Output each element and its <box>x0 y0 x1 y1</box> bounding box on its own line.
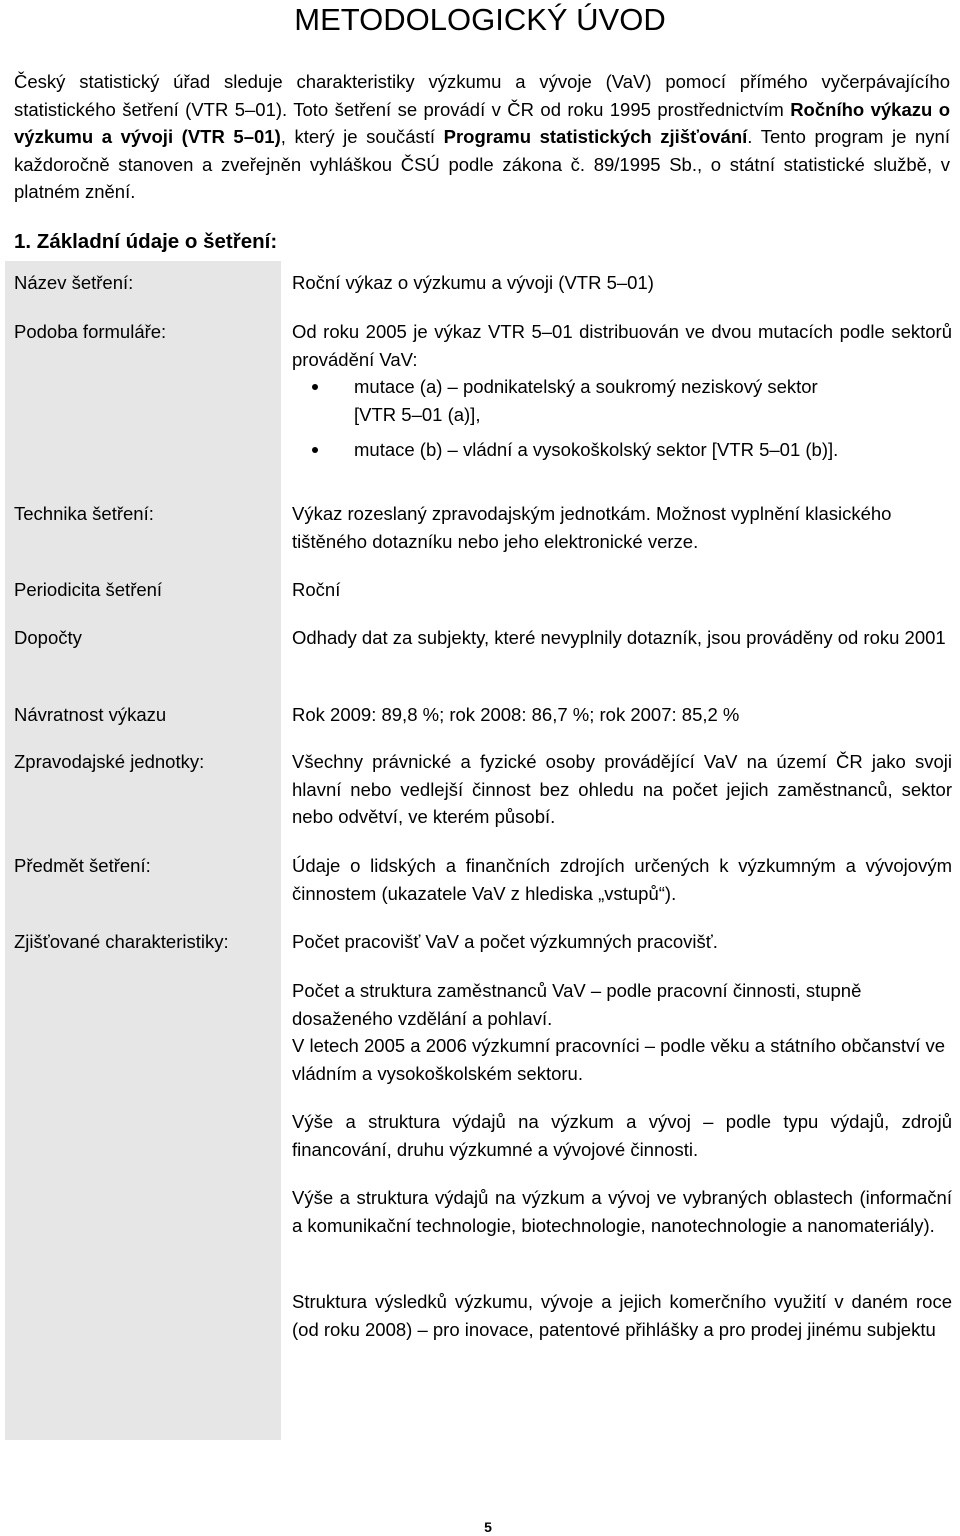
section-heading: 1. Základní údaje o šetření: <box>14 230 278 253</box>
page-title: METODOLOGICKÝ ÚVOD <box>294 2 666 37</box>
label-technique: Technika šetření: <box>14 503 154 524</box>
intro-bold-report: Ročního výkazu o výzkumu a vývoji (VTR 5–01) <box>14 98 950 148</box>
characteristic-researchers-text: V letech 2005 a 2006 výzkumní pracovníci – podle věku a státního občanství ve vládním a vysokoškolském sektoru. <box>292 1035 946 1084</box>
value-reporting-units: Všechny právnické a fyzické osoby provádějící VaV na území ČR jako svoji hlavní nebo vedlejší činnost bez ohledu na počet jejich zaměstnanců, sektor nebo odvětví, ve kterém působí. <box>292 751 952 828</box>
characteristic-expenditure-areas: Výše a struktura výdajů na výzkum a vývoj ve vybraných oblastech (informační a komunikační technologie, biotechnologie, nanotechnologie a nanomateriály). <box>292 1187 952 1236</box>
value-response-rate: Rok 2009: 89,8 %; rok 2008: 86,7 %; rok 2007: 85,2 % <box>292 704 740 725</box>
list-item <box>292 373 952 428</box>
value-form-type <box>292 318 952 464</box>
bullet-icon <box>312 384 318 390</box>
label-column-background <box>5 261 281 1440</box>
value-periodicity: Roční <box>292 579 341 600</box>
label-form-type: Podoba formuláře: <box>14 321 167 342</box>
variant-a-line2: [VTR 5–01 (a)], <box>354 403 481 425</box>
label-subject: Předmět šetření: <box>14 855 151 876</box>
characteristic-employees <box>292 977 952 1087</box>
variant-b: mutace (b) – vládní a vysokoškolský sektor [VTR 5–01 (b)]. <box>354 439 839 461</box>
characteristic-results: Struktura výsledků výzkumu, vývoje a jejich komerčního využití v daném roce (od roku 2008) – pro inovace, patentové přihlášky a pro prodej jinému subjektu <box>292 1291 952 1340</box>
label-imputation: Dopočty <box>14 627 82 648</box>
variant-a-line1: mutace (a) – podnikatelský a soukromý neziskový sektor <box>354 376 818 398</box>
value-survey-name: Roční výkaz o výzkumu a vývoji (VTR 5–01) <box>292 272 654 293</box>
label-response-rate: Návratnost výkazu <box>14 704 167 725</box>
characteristic-employees-text: Počet a struktura zaměstnanců VaV – podle pracovní činnosti, stupně dosaženého vzdělání a pohlaví. <box>292 980 862 1029</box>
value-subject: Údaje o lidských a finančních zdrojích určených k výzkumným a vývojovým činnostem (ukazatele VaV z hlediska „vstupů“). <box>292 855 952 904</box>
label-characteristics: Zjišťované charakteristiky: <box>14 931 229 952</box>
value-imputation: Odhady dat za subjekty, které nevyplnily dotazník, jsou prováděny od roku 2001 <box>292 627 946 648</box>
characteristic-expenditure: Výše a struktura výdajů na výzkum a vývoj – podle typu výdajů, zdrojů financování, druhu výzkumné a vývojové činnosti. <box>292 1111 952 1160</box>
label-periodicity: Periodicita šetření <box>14 579 163 600</box>
value-technique: Výkaz rozeslaný zpravodajským jednotkám. Možnost vyplnění klasického tištěného dotazníku nebo jeho elektronické verze. <box>292 503 892 552</box>
page-number: 5 <box>484 1519 492 1535</box>
list-item <box>292 436 952 464</box>
form-variants-list <box>292 373 952 464</box>
intro-bold-program: Programu statistických zjišťování <box>443 126 748 148</box>
intro-text-1: Český statistický úřad sleduje charakteristiky výzkumu a vývoje (VaV) pomocí přímého vyčerpávajícího statistického šetření (VTR 5–01). Toto šetření se provádí v ČR od roku 1995 prostřednictvím <box>14 71 950 120</box>
intro-text-2: , který je součástí <box>280 126 444 148</box>
form-type-text: Od roku 2005 je výkaz VTR 5–01 distribuován ve dvou mutacích podle sektorů provádění VaV: <box>292 321 952 370</box>
bullet-icon <box>312 447 318 453</box>
intro-paragraph <box>14 68 950 206</box>
intro-text-3: . Tento program je nyní každoročně stanoven a zveřejněn vyhláškou ČSÚ podle zákona č. 89/1995 Sb., o státní statistické službě, v platném znění. <box>14 126 950 203</box>
label-survey-name: Název šetření: <box>14 272 134 293</box>
characteristic-workplaces: Počet pracovišť VaV a počet výzkumných pracovišť. <box>292 931 718 952</box>
label-reporting-units: Zpravodajské jednotky: <box>14 751 205 772</box>
